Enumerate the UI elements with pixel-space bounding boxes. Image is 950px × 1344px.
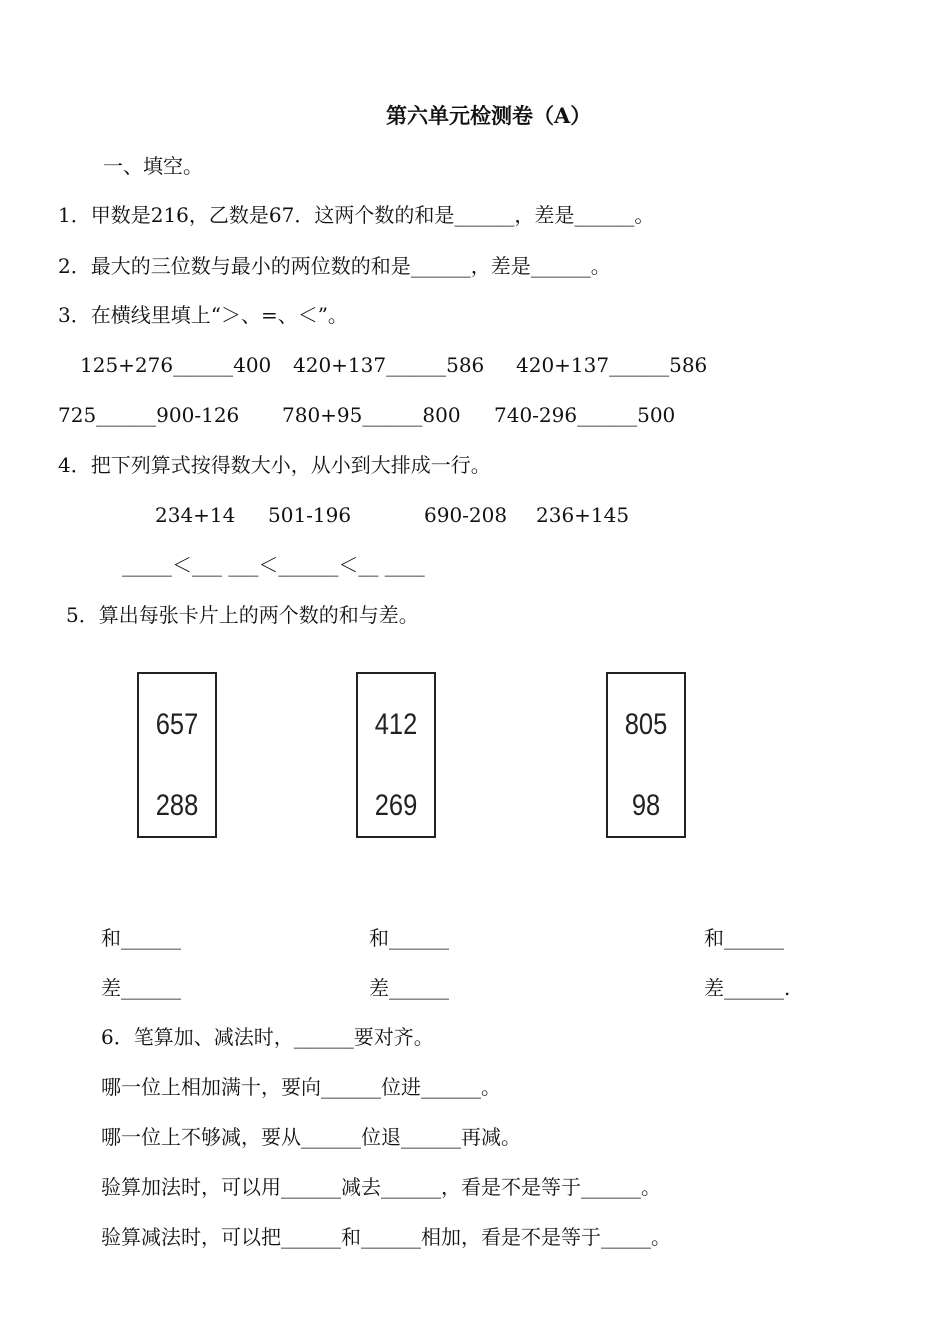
question-6-line: 验算加法时，可以用______减去______，看是不是等于______。 [101,1175,661,1199]
compare-item: 780+95______800 [282,403,461,427]
difference-blank: 差______. [704,976,791,1000]
compare-item: 725______900-126 [58,403,240,427]
page-title: 第六单元检测卷（A） [386,103,592,128]
question-6-line: 验算减法时，可以把______和______相加，看是不是等于_____。 [101,1225,671,1249]
difference-blank: 差______ [101,976,181,1000]
question-3: 3．在横线里填上“＞、=、＜”。 [58,303,348,327]
compare-item: 420+137______586 [293,353,485,377]
card-top-number: 657 [155,708,199,741]
question-5: 5．算出每张卡片上的两个数的和与差。 [66,603,419,627]
sum-blank: 和______ [704,926,784,950]
number-card [356,672,436,838]
number-card [137,672,217,838]
number-card [606,672,686,838]
sum-blank: 和______ [101,926,181,950]
card-bottom-number: 269 [374,789,418,822]
question-6: 6．笔算加、减法时，______要对齐。 [101,1025,434,1049]
order-answer-line: _____＜___ ___＜______＜__ ____ [122,553,425,577]
card-top-number: 412 [374,708,418,741]
compare-item: 125+276______400 [80,353,272,377]
card-bottom-number: 98 [631,789,661,822]
card-bottom-number: 288 [155,789,199,822]
compare-item: 420+137______586 [516,353,708,377]
expression-item: 501-196 [268,503,352,527]
expression-item: 690-208 [424,503,508,527]
card-top-number: 805 [624,708,668,741]
section-heading: 一、填空。 [103,154,203,178]
difference-blank: 差______ [369,976,449,1000]
question-1: 1．甲数是216，乙数是67．这两个数的和是______，差是______。 [58,203,655,227]
question-2: 2．最大的三位数与最小的两位数的和是______，差是______。 [58,254,611,278]
question-6-line: 哪一位上相加满十，要向______位进______。 [101,1075,501,1099]
expression-item: 234+14 [155,503,236,527]
question-4: 4．把下列算式按得数大小，从小到大排成一行。 [58,453,491,477]
compare-item: 740-296______500 [494,403,676,427]
sum-blank: 和______ [369,926,449,950]
question-6-line: 哪一位上不够减，要从______位退______再减。 [101,1125,521,1149]
expression-item: 236+145 [536,503,630,527]
